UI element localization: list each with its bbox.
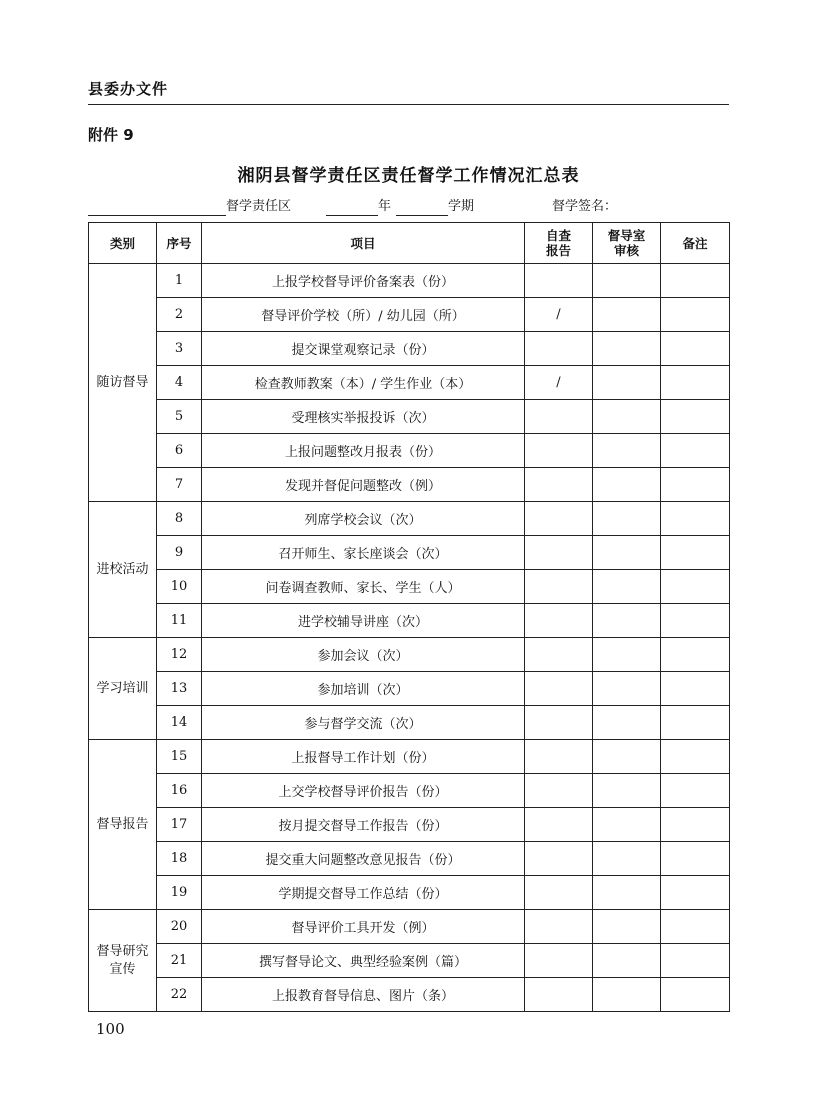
signature-field	[552, 198, 617, 216]
document-title: 湘阴县督学责任区责任督学工作情况汇总表	[237, 166, 580, 186]
table-row	[89, 502, 730, 536]
item-cell: 督导评价工具开发（例）	[202, 910, 525, 944]
self-check-cell[interactable]	[525, 638, 593, 672]
office-review-cell[interactable]	[593, 808, 661, 842]
item-cell: 参与督学交流（次）	[202, 706, 525, 740]
seq-cell: 1	[157, 264, 202, 298]
summary-table	[88, 222, 730, 1012]
office-review-cell[interactable]	[593, 298, 661, 332]
remark-cell[interactable]	[661, 876, 730, 910]
remark-cell[interactable]	[661, 808, 730, 842]
seq-cell: 14	[157, 706, 202, 740]
signature-label: 督学签名：	[552, 199, 618, 214]
office-review-cell[interactable]	[593, 706, 661, 740]
item-cell: 召开师生、家长座谈会（次）	[202, 536, 525, 570]
item-cell: 检查教师教案（本）/ 学生作业（本）	[202, 366, 525, 400]
category-cell: 督导报告	[89, 740, 157, 910]
office-review-cell[interactable]	[593, 876, 661, 910]
seq-cell: 12	[157, 638, 202, 672]
self-check-header	[525, 223, 593, 264]
table-row	[89, 570, 730, 604]
category-cell	[89, 910, 157, 1012]
remark-cell[interactable]	[661, 842, 730, 876]
category-cell: 随访督导	[89, 264, 157, 502]
year-suffix: 年	[378, 199, 392, 214]
remark-cell[interactable]	[661, 570, 730, 604]
remark-cell[interactable]	[661, 978, 730, 1012]
office-review-cell[interactable]	[593, 944, 661, 978]
remark-cell[interactable]	[661, 366, 730, 400]
self-check-cell[interactable]	[525, 536, 593, 570]
seq-cell: 3	[157, 332, 202, 366]
seq-cell: 2	[157, 298, 202, 332]
table-row	[89, 366, 730, 400]
office-review-cell[interactable]	[593, 910, 661, 944]
remark-cell[interactable]	[661, 740, 730, 774]
item-cell: 提交重大问题整改意见报告（份）	[202, 842, 525, 876]
table-row	[89, 536, 730, 570]
item-cell: 参加会议（次）	[202, 638, 525, 672]
remark-cell[interactable]	[661, 332, 730, 366]
table-row	[89, 332, 730, 366]
table-row	[89, 808, 730, 842]
attachment-label: 附件 9	[88, 126, 134, 144]
item-cell: 学期提交督导工作总结（份）	[202, 876, 525, 910]
self-check-cell[interactable]	[525, 706, 593, 740]
office-review-cell[interactable]	[593, 570, 661, 604]
seq-cell: 6	[157, 434, 202, 468]
self-check-cell[interactable]	[525, 910, 593, 944]
remark-cell[interactable]	[661, 638, 730, 672]
seq-cell: 5	[157, 400, 202, 434]
term-suffix: 学期	[448, 199, 475, 214]
item-cell: 上报学校督导评价备案表（份）	[202, 264, 525, 298]
category-cell: 学习培训	[89, 638, 157, 740]
item-cell: 进学校辅导讲座（次）	[202, 604, 525, 638]
office-review-cell[interactable]	[593, 672, 661, 706]
office-review-header	[593, 223, 661, 264]
district-blank[interactable]	[88, 201, 226, 216]
term-blank[interactable]	[396, 201, 448, 216]
category-header: 类别	[89, 223, 157, 264]
remark-cell[interactable]	[661, 672, 730, 706]
term-field	[396, 198, 474, 216]
table-row	[89, 638, 730, 672]
item-cell: 参加培训（次）	[202, 672, 525, 706]
header-title: 县委办文件	[88, 80, 169, 98]
table-header-row	[89, 223, 730, 264]
self-check-cell[interactable]	[525, 332, 593, 366]
seq-cell: 21	[157, 944, 202, 978]
self-check-header-line1: 自查	[545, 228, 571, 243]
self-check-cell[interactable]	[525, 842, 593, 876]
remark-cell[interactable]	[661, 434, 730, 468]
office-review-cell[interactable]	[593, 842, 661, 876]
table-row	[89, 400, 730, 434]
district-suffix: 督学责任区	[226, 199, 292, 214]
self-check-cell[interactable]	[525, 604, 593, 638]
table-row	[89, 944, 730, 978]
district-field	[88, 198, 291, 216]
seq-cell: 22	[157, 978, 202, 1012]
remark-cell[interactable]	[661, 910, 730, 944]
office-review-cell[interactable]	[593, 978, 661, 1012]
remark-cell[interactable]	[661, 400, 730, 434]
item-cell: 受理核实举报投诉（次）	[202, 400, 525, 434]
seq-cell: 16	[157, 774, 202, 808]
seq-cell: 11	[157, 604, 202, 638]
remarks-header: 备注	[661, 223, 730, 264]
table-row	[89, 264, 730, 298]
remark-cell[interactable]	[661, 604, 730, 638]
remark-cell[interactable]	[661, 536, 730, 570]
table-row	[89, 298, 730, 332]
year-field	[326, 198, 391, 216]
table-row	[89, 706, 730, 740]
table-row	[89, 774, 730, 808]
seq-cell: 8	[157, 502, 202, 536]
remark-cell[interactable]	[661, 264, 730, 298]
self-check-cell[interactable]	[525, 672, 593, 706]
office-review-cell[interactable]	[593, 604, 661, 638]
self-check-header-line2: 报告	[545, 243, 571, 258]
table-row	[89, 740, 730, 774]
office-review-header-line2: 审核	[613, 243, 639, 258]
remark-cell[interactable]	[661, 706, 730, 740]
seq-cell: 4	[157, 366, 202, 400]
office-review-cell[interactable]	[593, 332, 661, 366]
office-review-cell[interactable]	[593, 434, 661, 468]
self-check-cell[interactable]	[525, 264, 593, 298]
table-row	[89, 434, 730, 468]
item-cell: 列席学校会议（次）	[202, 502, 525, 536]
office-review-cell[interactable]	[593, 536, 661, 570]
self-check-cell[interactable]	[525, 944, 593, 978]
self-check-cell[interactable]	[525, 740, 593, 774]
self-check-cell[interactable]	[525, 774, 593, 808]
remark-cell[interactable]	[661, 502, 730, 536]
remark-cell[interactable]	[661, 298, 730, 332]
self-check-cell[interactable]	[525, 502, 593, 536]
item-cell: 上报教育督导信息、图片（条）	[202, 978, 525, 1012]
office-review-cell[interactable]	[593, 774, 661, 808]
item-cell: 上报督导工作计划（份）	[202, 740, 525, 774]
item-cell: 问卷调查教师、家长、学生（人）	[202, 570, 525, 604]
table-body	[89, 264, 730, 1012]
item-cell: 按月提交督导工作报告（份）	[202, 808, 525, 842]
seq-header: 序号	[157, 223, 202, 264]
item-cell: 发现并督促问题整改（例）	[202, 468, 525, 502]
office-review-cell[interactable]	[593, 740, 661, 774]
self-check-cell[interactable]	[525, 468, 593, 502]
item-cell: 督导评价学校（所）/ 幼儿园（所）	[202, 298, 525, 332]
item-cell: 撰写督导论文、典型经验案例（篇）	[202, 944, 525, 978]
category-cell: 进校活动	[89, 502, 157, 638]
seq-cell: 20	[157, 910, 202, 944]
office-review-cell[interactable]	[593, 638, 661, 672]
office-review-cell[interactable]	[593, 468, 661, 502]
self-check-cell[interactable]	[525, 876, 593, 910]
office-review-cell[interactable]	[593, 366, 661, 400]
office-review-cell[interactable]	[593, 400, 661, 434]
self-check-cell[interactable]	[525, 808, 593, 842]
seq-cell: 13	[157, 672, 202, 706]
seq-cell: 18	[157, 842, 202, 876]
item-header: 项目	[202, 223, 525, 264]
self-check-cell[interactable]	[525, 978, 593, 1012]
seq-cell: 7	[157, 468, 202, 502]
seq-cell: 15	[157, 740, 202, 774]
seq-cell: 19	[157, 876, 202, 910]
office-review-cell[interactable]	[593, 264, 661, 298]
table-row	[89, 842, 730, 876]
remark-cell[interactable]	[661, 944, 730, 978]
item-cell: 上报问题整改月报表（份）	[202, 434, 525, 468]
seq-cell: 10	[157, 570, 202, 604]
self-check-cell[interactable]	[525, 434, 593, 468]
header-divider	[88, 104, 729, 105]
seq-cell: 9	[157, 536, 202, 570]
self-check-cell[interactable]: /	[525, 298, 593, 332]
page-number: 100	[96, 1020, 125, 1038]
item-cell: 上交学校督导评价报告（份）	[202, 774, 525, 808]
remark-cell[interactable]	[661, 774, 730, 808]
self-check-cell[interactable]	[525, 570, 593, 604]
office-review-header-line1: 督导室	[607, 228, 646, 243]
table-row	[89, 604, 730, 638]
self-check-cell[interactable]: /	[525, 366, 593, 400]
category-label-line: 宣传	[109, 961, 136, 977]
seq-cell: 17	[157, 808, 202, 842]
table-row	[89, 910, 730, 944]
year-blank[interactable]	[326, 201, 378, 216]
table-row	[89, 672, 730, 706]
table-row	[89, 876, 730, 910]
remark-cell[interactable]	[661, 468, 730, 502]
item-cell: 提交课堂观察记录（份）	[202, 332, 525, 366]
table-row	[89, 978, 730, 1012]
self-check-cell[interactable]	[525, 400, 593, 434]
category-label-line: 督导研究	[96, 943, 149, 959]
table-row	[89, 468, 730, 502]
office-review-cell[interactable]	[593, 502, 661, 536]
